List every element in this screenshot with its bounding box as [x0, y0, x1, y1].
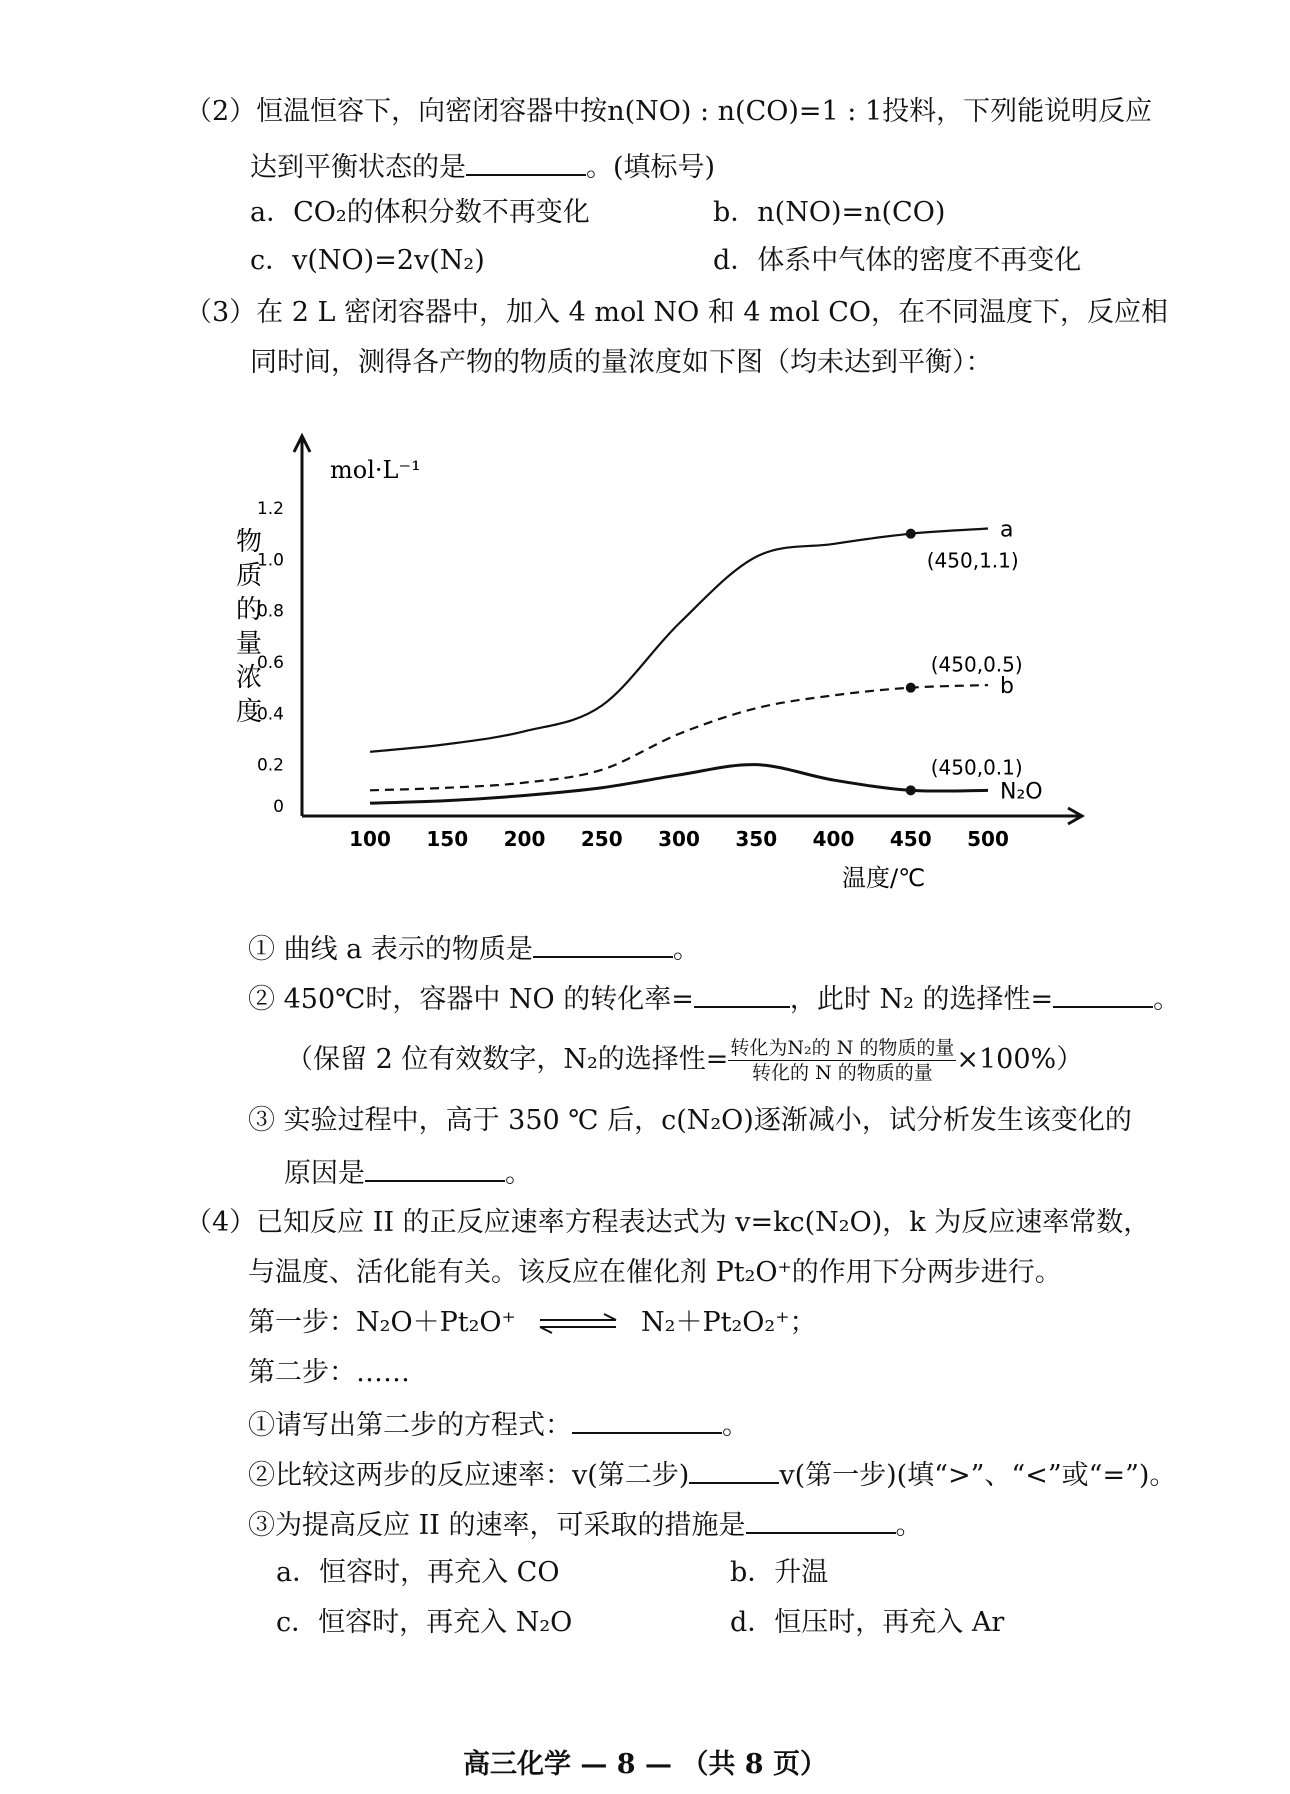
q4-sub3-blank[interactable]	[746, 1506, 896, 1534]
x-tick-label: 250	[580, 827, 623, 851]
q3-sub2: ② 450℃时，容器中 NO 的转化率= ，此时 N₂ 的选择性= 。	[248, 980, 1180, 1017]
x-tick-label: 300	[658, 827, 700, 851]
q4-option-a: a．恒容时，再充入 CO	[276, 1557, 560, 1588]
q3-sub1-blank[interactable]	[533, 930, 673, 958]
x-tick-label: 200	[503, 827, 546, 851]
q4-sub1: ①请写出第二步的方程式： 。	[248, 1406, 749, 1443]
q3-note: （保留 2 位有效数字，N₂的选择性= $\frac{\text{转化为N₂的 N 的物质的量}}{\text{转化的 N 的物质的量}}$ ×100%）	[286, 1037, 1084, 1084]
q4-sub3: ③为提高反应 II 的速率，可采取的措施是 。	[248, 1506, 923, 1543]
series-name-label: a	[1000, 517, 1014, 543]
chart-points	[906, 529, 916, 796]
data-point-450	[906, 785, 916, 795]
q4-stem-line1: （4）已知反应 II 的正反应速率方程表达式为 v=kc(N₂O)，k 为反应速率常数，	[185, 1207, 1151, 1238]
x-tick-label: 100	[349, 827, 391, 851]
q4-sub2: ②比较这两步的反应速率：v(第二步) v(第一步)(填“>”、“<”或“=”)。	[248, 1456, 1176, 1493]
q4-sub2-blank[interactable]	[689, 1456, 779, 1484]
series-name-label: b	[1000, 674, 1014, 700]
data-point-450	[906, 683, 916, 693]
data-point-450	[906, 529, 916, 539]
q2-option-c: c．v(NO)=2v(N₂)	[250, 245, 485, 276]
y-axis-label-char: 浓	[236, 663, 263, 693]
q2-option-b: b．n(NO)=n(CO)	[713, 197, 946, 228]
selectivity-fraction: $\frac{\text{转化为N₂的 N 的物质的量}}{\text{转化的 N 的物质的量}}$	[730, 1037, 955, 1084]
q3-stem-line1: （3）在 2 L 密闭容器中，加入 4 mol NO 和 4 mol CO，在不同温度下，反应相	[185, 297, 1169, 328]
q3-sub1: ① 曲线 a 表示的物质是 。	[248, 930, 700, 967]
series-name-label: N₂O	[1000, 779, 1043, 805]
y-tick-label: 0.6	[256, 653, 284, 673]
q2-stem-line1: （2）恒温恒容下，向密闭容器中按n(NO) : n(CO)=1 : 1投料，下列能说明反应	[185, 96, 1153, 127]
q2-answer-blank[interactable]	[466, 148, 586, 176]
series-line-0	[370, 529, 988, 752]
q4-stem-line2: 与温度、活化能有关。该反应在催化剂 Pt₂O⁺的作用下分两步进行。	[248, 1257, 1062, 1288]
y-unit-label: mol·L⁻¹	[330, 456, 421, 484]
series-line-2	[370, 765, 988, 804]
x-axis-label: 温度/℃	[842, 864, 926, 892]
point-label: (450,1.1)	[926, 548, 1019, 573]
q3-sub3-line1: ③ 实验过程中，高于 350 ℃ 后，c(N₂O)逐渐减小，试分析发生该变化的	[248, 1105, 1132, 1136]
q2-option-d: d．体系中气体的密度不再变化	[713, 245, 1082, 276]
y-tick-label: 1.2	[256, 499, 284, 519]
x-tick-label: 450	[889, 827, 932, 851]
y-axis-label-char: 度	[236, 697, 263, 727]
q4-option-d: d．恒压时，再充入 Ar	[730, 1607, 1005, 1638]
q4-option-b: b．升温	[730, 1557, 829, 1588]
q4-step2: 第二步：……	[248, 1357, 410, 1388]
q3-stem-line2: 同时间，测得各产物的物质的量浓度如下图（均未达到平衡）：	[250, 347, 993, 378]
y-tick-label: 0.4	[256, 704, 284, 725]
x-tick-label: 350	[735, 827, 778, 851]
y-tick-label: 0.8	[256, 601, 284, 622]
y-tick-label: 1.0	[256, 550, 284, 571]
q2-stem-line2: 达到平衡状态的是 。(填标号)	[250, 148, 715, 185]
q4-step1: 第一步：N₂O＋Pt₂O⁺ N₂＋Pt₂O₂⁺；	[248, 1307, 817, 1338]
q3-sub3-line2: 原因是 。	[284, 1154, 532, 1191]
point-label: (450,0.1)	[930, 755, 1023, 780]
x-tick-label: 400	[812, 827, 855, 851]
chart-series	[370, 529, 988, 804]
equilibrium-arrow-icon	[538, 1312, 618, 1336]
y-axis-label-char: 的	[236, 595, 263, 625]
q3-sub2-blank2[interactable]	[1053, 980, 1153, 1008]
q3-sub3-blank[interactable]	[365, 1154, 505, 1182]
x-tick-label: 150	[426, 827, 469, 851]
point-label: (450,0.5)	[930, 652, 1023, 677]
y-tick-label: 0	[273, 797, 284, 817]
x-tick-label: 500	[967, 827, 1009, 851]
q3-sub2-blank1[interactable]	[694, 980, 790, 1008]
q4-option-c: c．恒容时，再充入 N₂O	[276, 1607, 573, 1638]
y-axis-label-char: 物	[236, 527, 263, 557]
y-tick-label: 0.2	[256, 755, 284, 776]
concentration-temperature-chart	[230, 430, 1090, 900]
y-axis-label-char: 质	[236, 561, 263, 591]
q2-option-a: a．CO₂的体积分数不再变化	[250, 197, 590, 228]
y-axis-label-char: 量	[236, 629, 263, 659]
q4-sub1-blank[interactable]	[572, 1406, 722, 1434]
q2-ratio: n(NO) : n(CO)=1 : 1	[607, 96, 883, 127]
page-footer: 高三化学 — 8 — （共 8 页）	[463, 1749, 827, 1780]
